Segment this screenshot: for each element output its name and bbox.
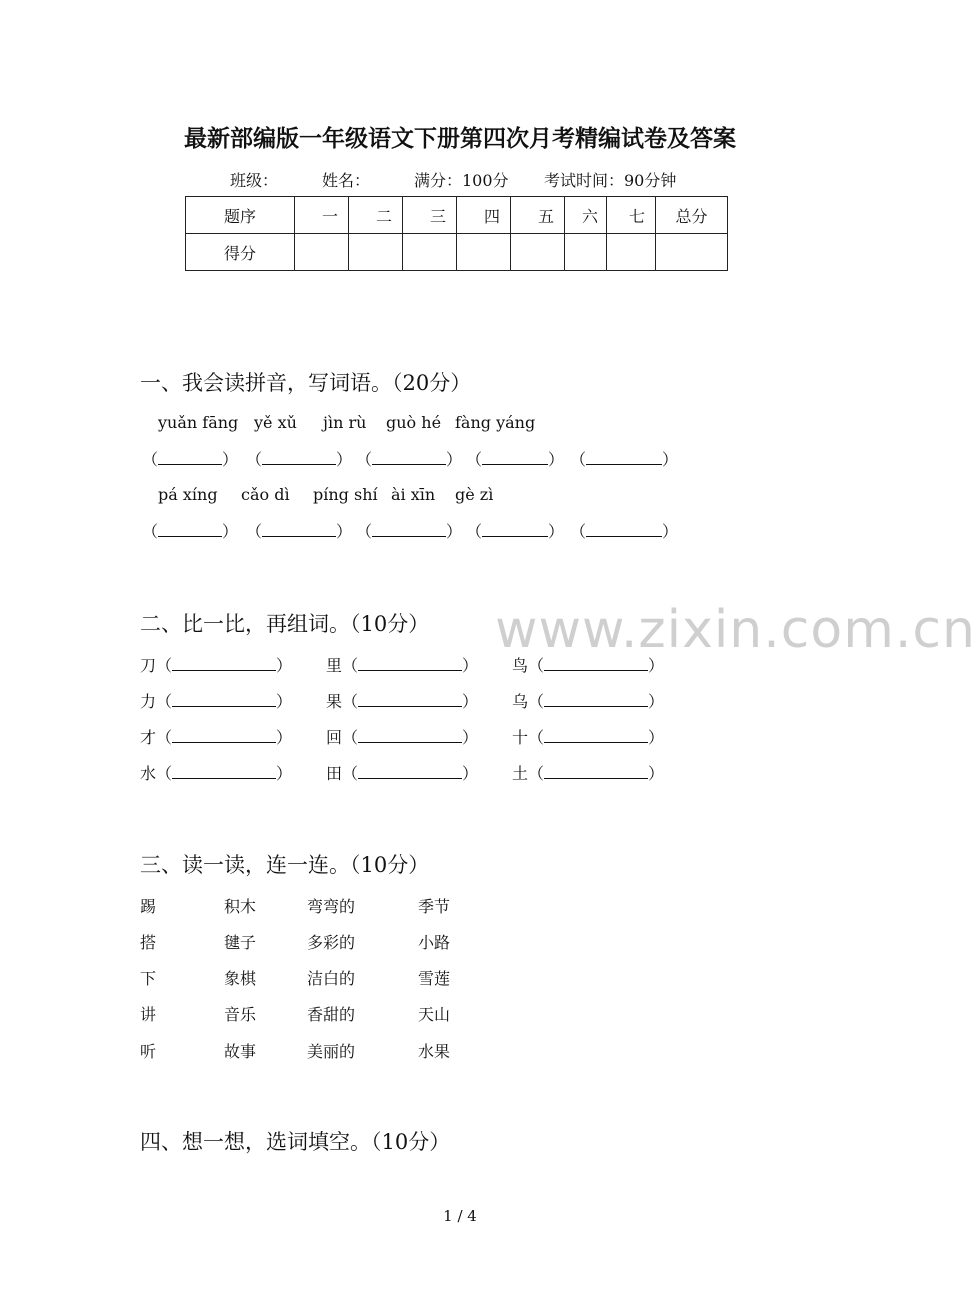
match-item[interactable]: 踢 xyxy=(140,897,157,916)
answer-blank[interactable]: （ ） xyxy=(142,522,239,541)
pinyin-item: yě xǔ xyxy=(254,413,297,432)
pinyin-item: yuǎn fāng xyxy=(158,413,239,432)
match-item[interactable]: 象棋 xyxy=(224,969,257,988)
score-header-cell: 一 xyxy=(295,197,349,234)
answer-blank[interactable]: （ ） xyxy=(356,522,463,541)
compare-char: 果 xyxy=(326,692,343,711)
class-label: 班级： xyxy=(230,171,279,190)
score-row-label: 得分 xyxy=(186,234,295,271)
match-item[interactable]: 水果 xyxy=(418,1042,451,1061)
compare-row xyxy=(326,725,478,748)
answer-blank[interactable]: （ ） xyxy=(156,764,293,783)
match-item[interactable]: 听 xyxy=(140,1042,157,1061)
match-item[interactable]: 洁白的 xyxy=(307,969,356,988)
score-input-cell[interactable] xyxy=(656,234,728,271)
answer-blank[interactable]: （ ） xyxy=(342,656,479,675)
answer-blank[interactable]: （ ） xyxy=(156,728,293,747)
pinyin-item: píng shí xyxy=(313,485,378,504)
section1-heading: 一、我会读拼音，写词语。（20分） xyxy=(140,371,472,395)
compare-row xyxy=(140,725,292,748)
score-header-cell: 六 xyxy=(565,197,607,234)
score-header-cell: 三 xyxy=(403,197,457,234)
answer-blank[interactable]: （ ） xyxy=(528,692,665,711)
pinyin-item: cǎo dì xyxy=(241,485,290,504)
compare-char: 乌 xyxy=(512,692,529,711)
match-item[interactable]: 积木 xyxy=(224,897,257,916)
compare-row xyxy=(140,689,292,712)
match-item[interactable]: 弯弯的 xyxy=(307,897,356,916)
compare-char: 才 xyxy=(140,728,157,747)
match-item[interactable]: 故事 xyxy=(224,1042,257,1061)
compare-char: 里 xyxy=(326,656,343,675)
answer-blank[interactable]: （ ） xyxy=(246,522,353,541)
match-item[interactable]: 多彩的 xyxy=(307,933,356,952)
match-item[interactable]: 搭 xyxy=(140,933,157,952)
pinyin-item: jìn rù xyxy=(323,413,367,432)
score-input-cell[interactable] xyxy=(511,234,565,271)
score-header-cell: 二 xyxy=(349,197,403,234)
answer-blank[interactable]: （ ） xyxy=(356,450,463,469)
compare-row xyxy=(326,653,478,676)
score-header-cell: 四 xyxy=(457,197,511,234)
match-item[interactable]: 毽子 xyxy=(224,933,257,952)
answer-blank[interactable]: （ ） xyxy=(246,450,353,469)
compare-row xyxy=(512,689,664,712)
answer-blank[interactable]: （ ） xyxy=(528,728,665,747)
compare-char: 鸟 xyxy=(512,656,529,675)
match-item[interactable]: 雪莲 xyxy=(418,969,451,988)
compare-char: 回 xyxy=(326,728,343,747)
score-input-cell[interactable] xyxy=(457,234,511,271)
answer-blank[interactable]: （ ） xyxy=(528,764,665,783)
answer-blank[interactable]: （ ） xyxy=(570,522,679,541)
section2-heading: 二、比一比，再组词。（10分） xyxy=(140,612,430,636)
compare-char: 土 xyxy=(512,764,529,783)
score-input-cell[interactable] xyxy=(565,234,607,271)
answer-blank[interactable]: （ ） xyxy=(528,656,665,675)
compare-char: 刀 xyxy=(140,656,157,675)
answer-blank[interactable]: （ ） xyxy=(156,656,293,675)
answer-blank[interactable]: （ ） xyxy=(342,728,479,747)
match-item[interactable]: 天山 xyxy=(418,1005,451,1024)
watermark: www.zixin.com.cn xyxy=(495,600,976,660)
score-header-cell: 题序 xyxy=(186,197,295,234)
compare-row xyxy=(512,725,664,748)
match-item[interactable]: 小路 xyxy=(418,933,451,952)
full-score: 满分：100分 xyxy=(414,171,509,190)
compare-row xyxy=(140,653,292,676)
compare-char: 力 xyxy=(140,692,157,711)
compare-char: 十 xyxy=(512,728,529,747)
score-table xyxy=(185,196,728,271)
score-input-cell[interactable] xyxy=(295,234,349,271)
name-label: 姓名： xyxy=(322,171,371,190)
match-item[interactable]: 季节 xyxy=(418,897,451,916)
match-item[interactable]: 香甜的 xyxy=(307,1005,356,1024)
compare-row xyxy=(326,761,478,784)
answer-blank[interactable]: （ ） xyxy=(142,450,239,469)
pinyin-item: gè zì xyxy=(455,485,494,504)
section3-heading: 三、读一读，连一连。（10分） xyxy=(140,853,430,877)
compare-row xyxy=(512,761,664,784)
answer-blank[interactable]: （ ） xyxy=(342,764,479,783)
answer-blank[interactable]: （ ） xyxy=(570,450,679,469)
score-header-cell: 七 xyxy=(607,197,656,234)
match-item[interactable]: 讲 xyxy=(140,1005,157,1024)
section4-heading: 四、想一想，选词填空。（10分） xyxy=(140,1130,451,1154)
compare-char: 田 xyxy=(326,764,343,783)
page-title: 最新部编版一年级语文下册第四次月考精编试卷及答案 xyxy=(184,125,736,152)
score-header-cell: 五 xyxy=(511,197,565,234)
compare-row xyxy=(326,689,478,712)
score-input-cell[interactable] xyxy=(607,234,656,271)
exam-time: 考试时间：90分钟 xyxy=(544,171,677,190)
compare-char: 水 xyxy=(140,764,157,783)
match-item[interactable]: 美丽的 xyxy=(307,1042,356,1061)
score-input-cell[interactable] xyxy=(349,234,403,271)
score-table-score-row xyxy=(186,234,728,271)
match-item[interactable]: 下 xyxy=(140,969,157,988)
pinyin-item: guò hé xyxy=(386,413,442,432)
answer-blank[interactable]: （ ） xyxy=(156,692,293,711)
match-item[interactable]: 音乐 xyxy=(224,1005,257,1024)
compare-row xyxy=(512,653,664,676)
pinyin-item: fàng yáng xyxy=(455,413,536,432)
score-table-header-row xyxy=(186,197,728,234)
pinyin-item: ài xīn xyxy=(391,485,436,504)
score-input-cell[interactable] xyxy=(403,234,457,271)
answer-blank[interactable]: （ ） xyxy=(342,692,479,711)
answer-blank[interactable]: （ ） xyxy=(466,522,565,541)
score-header-cell: 总分 xyxy=(656,197,728,234)
page-number: 1 / 4 xyxy=(443,1207,477,1225)
answer-blank[interactable]: （ ） xyxy=(466,450,565,469)
compare-row xyxy=(140,761,292,784)
pinyin-item: pá xíng xyxy=(158,485,218,504)
